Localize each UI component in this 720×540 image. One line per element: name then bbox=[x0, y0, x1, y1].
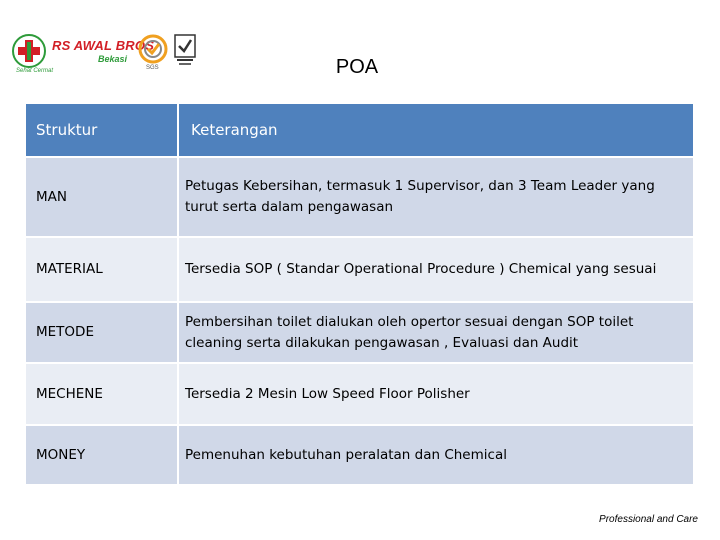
table-row bbox=[26, 158, 693, 236]
header-struktur: Struktur bbox=[26, 104, 177, 156]
page-title: POA bbox=[335, 56, 379, 78]
cert-label: SGS bbox=[146, 65, 159, 71]
logo-name: RS AWAL BROS bbox=[52, 38, 155, 53]
table-header-row bbox=[26, 104, 693, 156]
poa-table bbox=[26, 104, 693, 486]
struktur-cell: METODE bbox=[26, 303, 177, 362]
keterangan-cell: Petugas Kebersihan, termasuk 1 Supervisor, dan 3 Team Leader yang turut serta dalam pengawasan bbox=[179, 158, 693, 236]
keterangan-cell: Tersedia SOP ( Standar Operational Procedure ) Chemical yang sesuai bbox=[179, 238, 693, 301]
table-row bbox=[26, 303, 693, 362]
struktur-cell: MECHENE bbox=[26, 364, 177, 424]
hospital-cross-icon bbox=[12, 34, 46, 68]
accreditation-badge-icon bbox=[174, 34, 196, 66]
keterangan-cell: Tersedia 2 Mesin Low Speed Floor Polisher bbox=[179, 364, 693, 424]
keterangan-cell: Pembersihan toilet dialukan oleh opertor sesuai dengan SOP toilet cleaning serta dilakukan pengawasan , Evaluasi dan Audit bbox=[179, 303, 693, 362]
table-row bbox=[26, 238, 693, 301]
logo-branch: Bekasi bbox=[98, 54, 128, 64]
footer-tagline: Professional and Care bbox=[599, 514, 698, 525]
logo-tagline: Sehat Cermat bbox=[16, 68, 54, 74]
table-row bbox=[26, 426, 693, 484]
keterangan-cell: Pemenuhan kebutuhan peralatan dan Chemical bbox=[179, 426, 693, 484]
certification-badge-icon bbox=[138, 34, 168, 64]
struktur-cell: MAN bbox=[26, 158, 177, 236]
hospital-logo bbox=[12, 30, 197, 80]
struktur-cell: MONEY bbox=[26, 426, 177, 484]
struktur-cell: MATERIAL bbox=[26, 238, 177, 301]
header-keterangan: Keterangan bbox=[179, 104, 693, 156]
table-row bbox=[26, 364, 693, 424]
